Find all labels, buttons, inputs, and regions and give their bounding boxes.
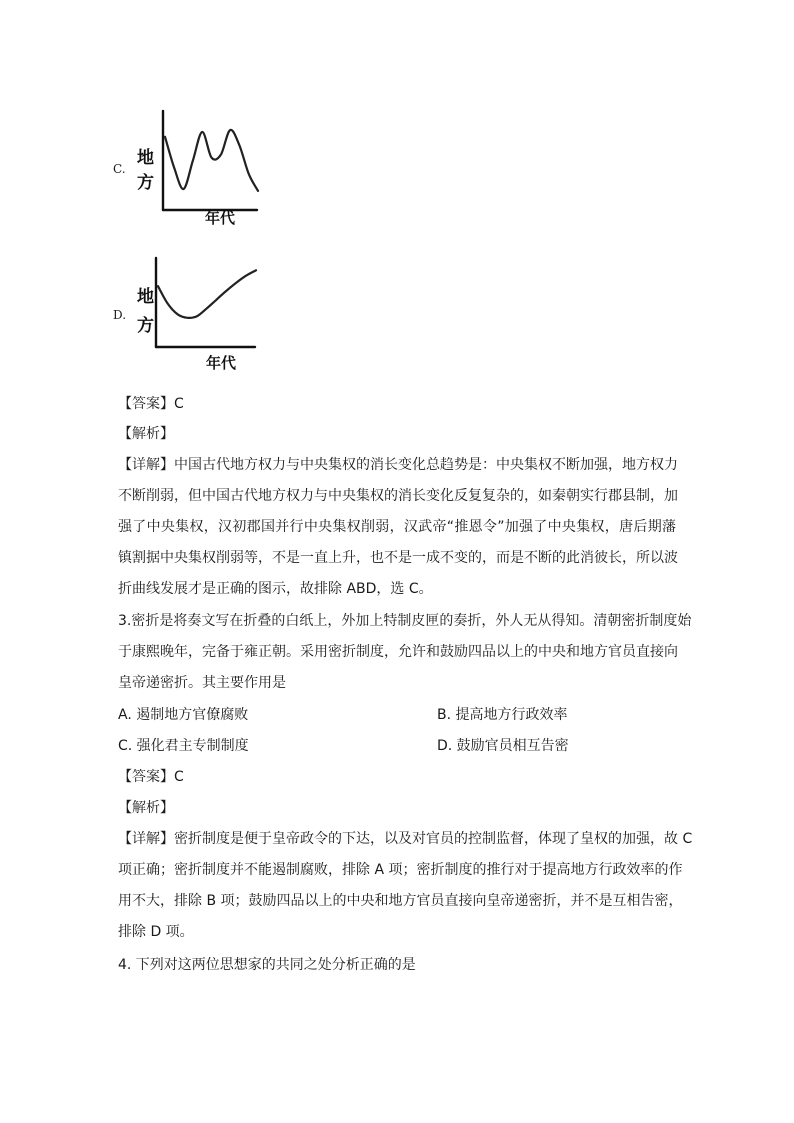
q3-detail-line: 用不大，排除 B 项；鼓励四品以上的中央和地方官员直接向皇帝递密折，并不是互相告密， (118, 893, 683, 909)
q3-option-d[interactable]: D. 鼓励官员相互告密 (437, 738, 569, 754)
x-axis-label: 年代 (205, 209, 236, 227)
q3-option-a[interactable]: A. 遏制地方官僚腐败 (118, 707, 249, 723)
q3-option-c[interactable]: C. 强化君主专制制度 (118, 738, 249, 754)
option-c-label: C. (113, 162, 126, 176)
q3-detail-line: 排除 D 项。 (118, 924, 194, 940)
answer-value: C (174, 396, 184, 412)
q2-analysis-tag: 【解析】 (118, 426, 174, 442)
option-d-figure[interactable] (110, 252, 270, 382)
q3-analysis-tag: 【解析】 (118, 800, 174, 816)
q3-stem-line: 于康熙晚年，完备于雍正朝。采用密折制度，允许和鼓励四品以上的中央和地方官员直接向 (118, 644, 678, 660)
q3-detail-line: 项正确；密折制度并不能遏制腐败，排除 A 项；密折制度的推行对于提高地方行政效率的作 (118, 862, 683, 878)
q4-stem: 4. 下列对这两位思想家的共同之处分析正确的是 (118, 957, 416, 973)
x-axis-label: 年代 (206, 354, 237, 372)
option-c-figure[interactable] (110, 105, 270, 235)
answer-tag: 【答案】 (118, 396, 174, 412)
q3-option-b[interactable]: B. 提高地方行政效率 (437, 707, 568, 723)
q2-answer (118, 394, 184, 414)
trend-curve (158, 270, 256, 318)
option-d-label: D. (113, 308, 127, 322)
q2-detail-line: 强了中央集权，汉初郡国并行中央集权削弱，汉武帝“推恩令”加强了中央集权，唐后期藩 (118, 519, 676, 535)
y-axis-label-char-2: 方 (137, 316, 154, 336)
y-axis-label-char-1: 地 (137, 148, 154, 168)
q3-stem-line: 皇帝递密折。其主要作用是 (118, 675, 286, 691)
option-c-chart (137, 105, 280, 235)
answer-tag: 【答案】 (118, 769, 174, 785)
q2-detail-line: 镇割据中央集权削弱等，不是一直上升，也不是一成不变的，而是不断的此消彼长，所以波 (118, 550, 678, 566)
trend-curve (165, 130, 258, 191)
q2-detail-line: 【详解】中国古代地方权力与中央集权的消长变化总趋势是：中央集权不断加强，地方权力 (118, 457, 678, 473)
option-d-chart (137, 252, 280, 382)
q3-detail-line: 【详解】密折制度是便于皇帝政令的下达，以及对官员的控制监督，体现了皇权的加强，故 C (118, 831, 693, 847)
q2-detail-line: 折曲线发展才是正确的图示，故排除 ABD，选 C。 (118, 581, 433, 597)
q3-answer (118, 767, 184, 787)
q3-stem-line: 3.密折是将奏文写在折叠的白纸上，外加上特制皮匣的奏折，外人无从得知。清朝密折制度始 (118, 613, 692, 629)
q2-detail-line: 不断削弱，但中国古代地方权力与中央集权的消长变化反复复杂的，如秦朝实行郡县制，加 (118, 488, 678, 504)
y-axis-label-char-1: 地 (137, 287, 154, 307)
answer-value: C (174, 769, 184, 785)
y-axis-label-char-2: 方 (137, 173, 154, 193)
